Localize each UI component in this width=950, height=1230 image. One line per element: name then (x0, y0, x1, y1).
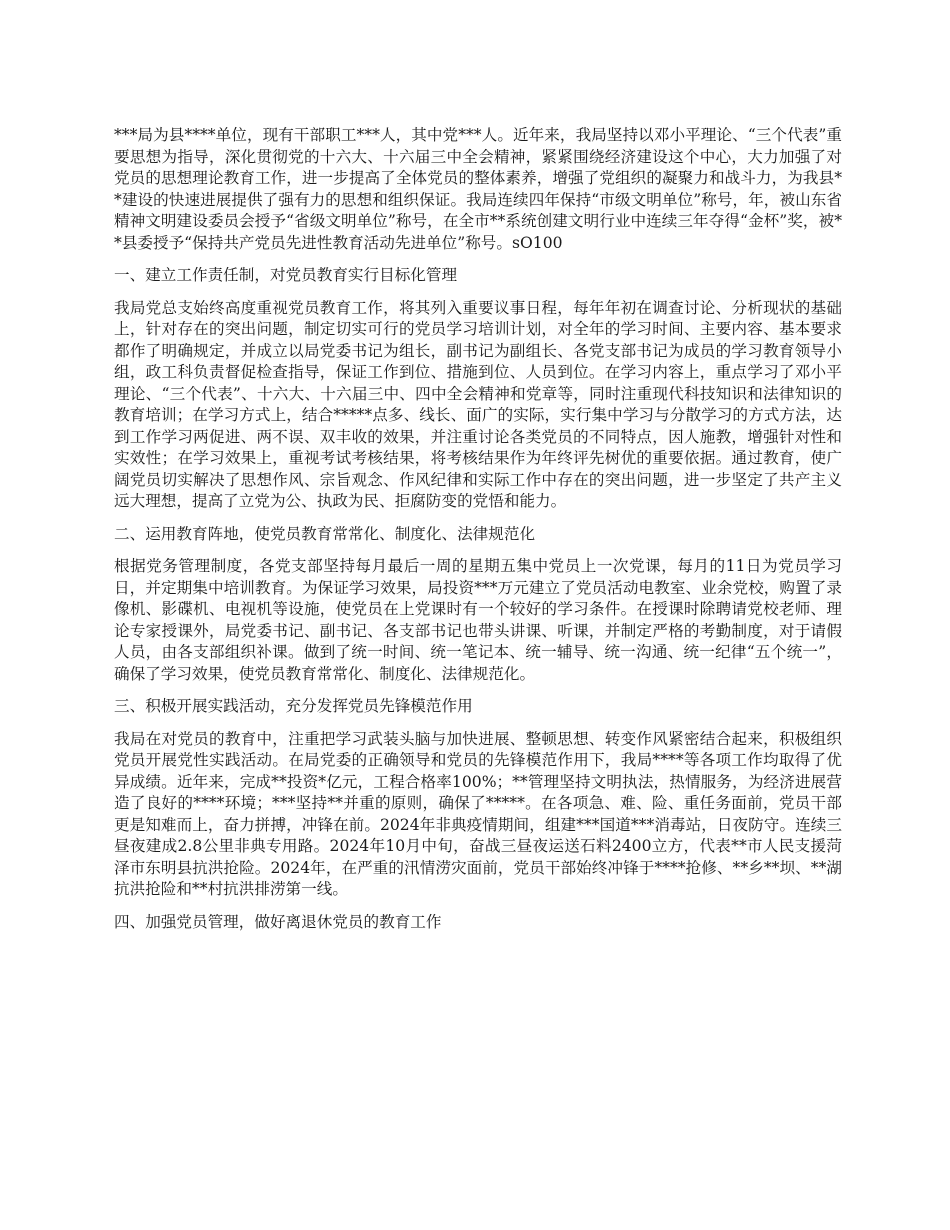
document-page (114, 125, 842, 944)
section-2-body: 根据党务管理制度，各党支部坚持每月最后一周的星期五集中党员上一次党课，每月的11日为党员学习日，并定期集中培训教育。为保证学习效果，局投资***万元建立了党员活动电教室、业余党校，购置了录像机、影碟机、电视机等设施，使党员在上党课时有一个较好的学习条件。在授课时除聘请党校老师、理论专家授课外，局党委书记、副书记、各支部书记也带头讲课、听课，并制定严格的考勤制度，对于请假人员，由各支部组织补课。做到了统一时间、统一笔记本、统一辅导、统一沟通、统一纪律“五个统一”，确保了学习效果，使党员教育常常化、制度化、法律规范化。 (114, 557, 842, 683)
intro-paragraph: ***局为县****单位，现有干部职工***人，其中党***人。近年来，我局坚持以邓小平理论、“三个代表”重要思想为指导，深化贯彻党的十六大、十六届三中全会精神，紧紧围绕经济建设这个中心，大力加强了对党员的思想理论教育工作，进一步提高了全体党员的整体素养，增强了党组织的凝聚力和战斗力，为我县**建设的快速进展提供了强有力的思想和组织保证。我局连续四年保持“市级文明单位”称号，年，被山东省精神文明建设委员会授予“省级文明单位”称号，在全市**系统创建文明行业中连续三年夺得“金杯”奖，被**县委授予“保持共产党员先进性教育活动先进单位”称号。sO100 (114, 126, 842, 252)
section-3-heading: 三、积极开展实践活动，充分发挥党员先锋模范作用 (114, 697, 473, 715)
section-2-heading: 二、运用教育阵地，使党员教育常常化、制度化、法律规范化 (114, 524, 536, 543)
section-4-heading: 四、加强党员管理，做好离退休党员的教育工作 (114, 912, 442, 931)
section-1-heading: 一、建立工作责任制，对党员教育实行目标化管理 (114, 266, 458, 284)
section-3-body: 我局在对党员的教育中，注重把学习武装头脑与加快进展、整顿思想、转变作风紧密结合起来，积极组织党员开展党性实践活动。在局党委的正确领导和党员的先锋模范作用下，我局****等各项工作均取得了优异成绩。近年来，完成**投资*亿元，工程合格率100%；**管理坚持文明执法，热情服务，为经济进展营造了良好的****环境；***坚持**并重的原则，确保了*****。在各项急、难、险、重任务面前，党员干部更是知难而上，奋力拼搏，冲锋在前。2024年非典疫情期间，组建***国道***消毒站，日夜防守。连续三昼夜建成2.8公里非典专用路。2024年10月中旬，奋战三昼夜运送石料2400立方，代表**市人民支援菏泽市东明县抗洪抢险。2024年，在严重的汛情涝灾面前，党员干部始终冲锋于****抢修、**乡**坝、**湖抗洪抢险和**村抗洪排涝第一线。 (114, 729, 842, 898)
section-1-body: 我局党总支始终高度重视党员教育工作，将其列入重要议事日程，每年年初在调查讨论、分析现状的基础上，针对存在的突出问题，制定切实可行的党员学习培训计划，对全年的学习时间、主要内容、基本要求都作了明确规定，并成立以局党委书记为组长，副书记为副组长、各党支部书记为成员的学习教育领导小组，政工科负责督促检查指导，保证工作到位、措施到位、人员到位。在学习内容上，重点学习了邓小平理论、“三个代表”、十六大、十六届三中、四中全会精神和党章等，同时注重现代科技知识和法律知识的教育培训；在学习方式上，结合*****点多、线长、面广的实际，实行集中学习与分散学习的方式方法，达到工作学习两促进、两不误、双丰收的效果，并注重讨论各类党员的不同特点，因人施教，增强针对性和实效性；在学习效果上，重视考试考核结果，将考核结果作为年终评先树优的重要依据。通过教育，使广阔党员切实解决了思想作风、宗旨观念、作风纪律和实际工作中存在的突出问题，进一步坚定了共产主义远大理想，提高了立党为公、执政为民、拒腐防变的党悟和能力。 (114, 298, 842, 510)
